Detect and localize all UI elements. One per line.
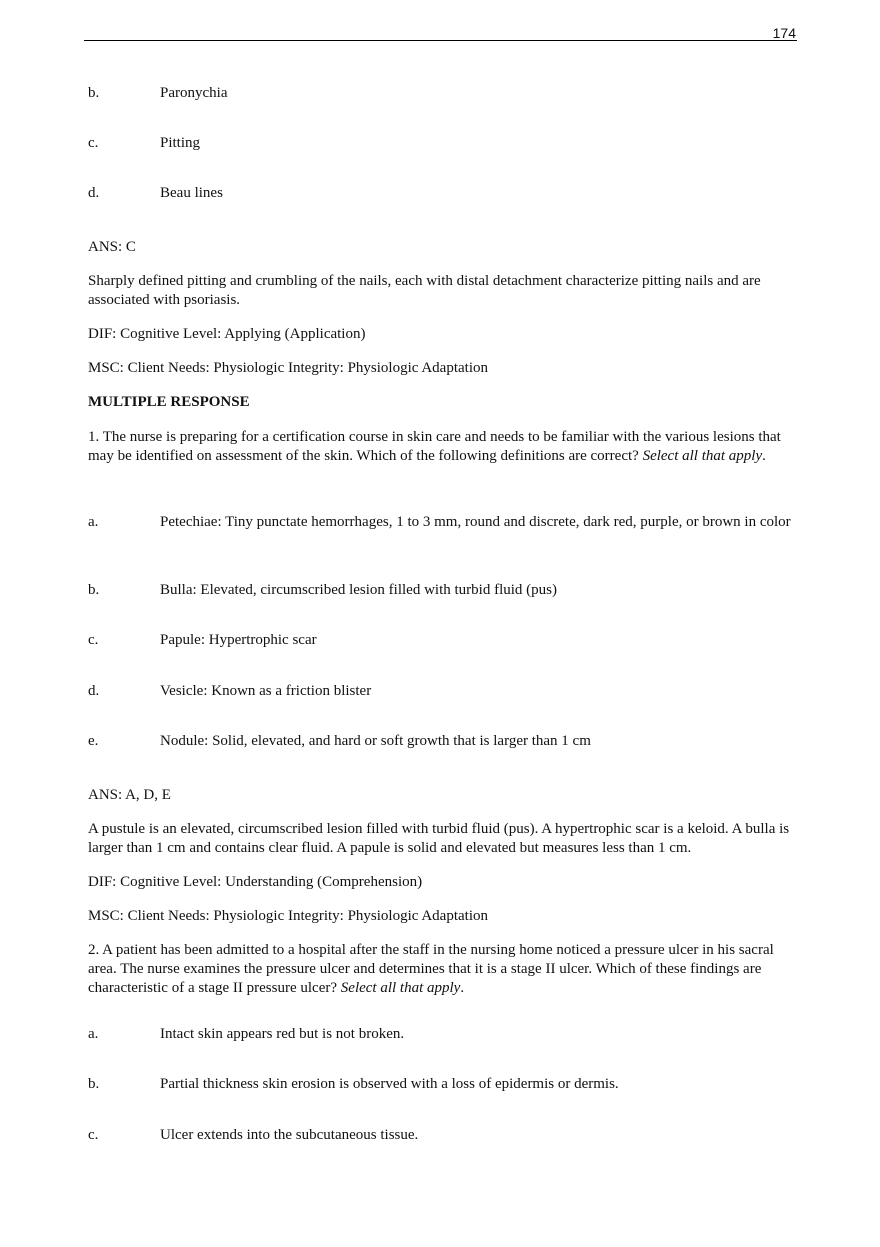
option-letter: b.	[88, 1076, 100, 1092]
option-text: Partial thickness skin erosion is observed with a loss of epidermis or dermis.	[160, 1076, 619, 1092]
option-letter: a.	[88, 1026, 99, 1042]
question-text: 2. A patient has been admitted to a hospital after the staff in the nursing home noticed a pressure ulcer in his sacral area. The nurse examines the pressure ulcer and determines that it is a stage II ulcer. Which of these findings are characteristic of a stage II pressure ulcer?	[88, 942, 774, 996]
option-text: Intact skin appears red but is not broken.	[160, 1026, 405, 1042]
question-period: .	[762, 448, 766, 464]
option-letter: c.	[88, 632, 99, 648]
option-letter: b.	[88, 85, 100, 101]
option-text: Beau lines	[160, 185, 223, 201]
option-letter: e.	[88, 733, 99, 749]
question-text: 1. The nurse is preparing for a certification course in skin care and needs to be familiar with the various lesions that may be identified on assessment of the skin. Which of the following definitions are correct?	[88, 429, 781, 464]
header-rule	[84, 40, 797, 41]
option-text: Petechiae: Tiny punctate hemorrhages, 1 to 3 mm, round and discrete, dark red, purple, or brown in color	[160, 514, 791, 530]
question-instruction: Select all that apply	[642, 448, 763, 464]
option-letter: c.	[88, 1127, 99, 1143]
option-letter: c.	[88, 135, 99, 151]
difficulty-line: DIF: Cognitive Level: Applying (Application)	[88, 326, 366, 342]
option-letter: d.	[88, 185, 100, 201]
option-text: Ulcer extends into the subcutaneous tissue.	[160, 1127, 419, 1143]
answer-key: ANS: C	[88, 239, 136, 255]
option-text: Papule: Hypertrophic scar	[160, 632, 317, 648]
answer-key: ANS: A, D, E	[88, 787, 171, 803]
msc-line: MSC: Client Needs: Physiologic Integrity: Physiologic Adaptation	[88, 360, 488, 376]
option-letter: d.	[88, 683, 100, 699]
msc-line: MSC: Client Needs: Physiologic Integrity: Physiologic Adaptation	[88, 908, 488, 924]
option-text: Bulla: Elevated, circumscribed lesion filled with turbid fluid (pus)	[160, 582, 557, 598]
difficulty-line: DIF: Cognitive Level: Understanding (Comprehension)	[88, 874, 423, 890]
option-text: Pitting	[160, 135, 201, 151]
rationale: A pustule is an elevated, circumscribed lesion filled with turbid fluid (pus). A hypertrophic scar is a keloid. A bulla is larger than 1 cm and contains clear fluid. A papule is solid and elevated but measures less than 1 cm.	[88, 821, 790, 856]
option-text: Nodule: Solid, elevated, and hard or soft growth that is larger than 1 cm	[160, 733, 591, 749]
question-period: .	[460, 980, 465, 996]
option-text: Vesicle: Known as a friction blister	[160, 683, 372, 699]
page-number: 174	[772, 25, 796, 41]
option-letter: a.	[88, 514, 99, 530]
rationale: Sharply defined pitting and crumbling of the nails, each with distal detachment characterize pitting nails and are associated with psoriasis.	[88, 273, 761, 308]
option-letter: b.	[88, 582, 100, 598]
option-text: Paronychia	[160, 85, 228, 101]
question-instruction: Select all that apply	[340, 980, 461, 996]
question-stem	[88, 428, 797, 466]
section-heading: MULTIPLE RESPONSE	[88, 394, 250, 410]
question-stem	[88, 941, 797, 998]
